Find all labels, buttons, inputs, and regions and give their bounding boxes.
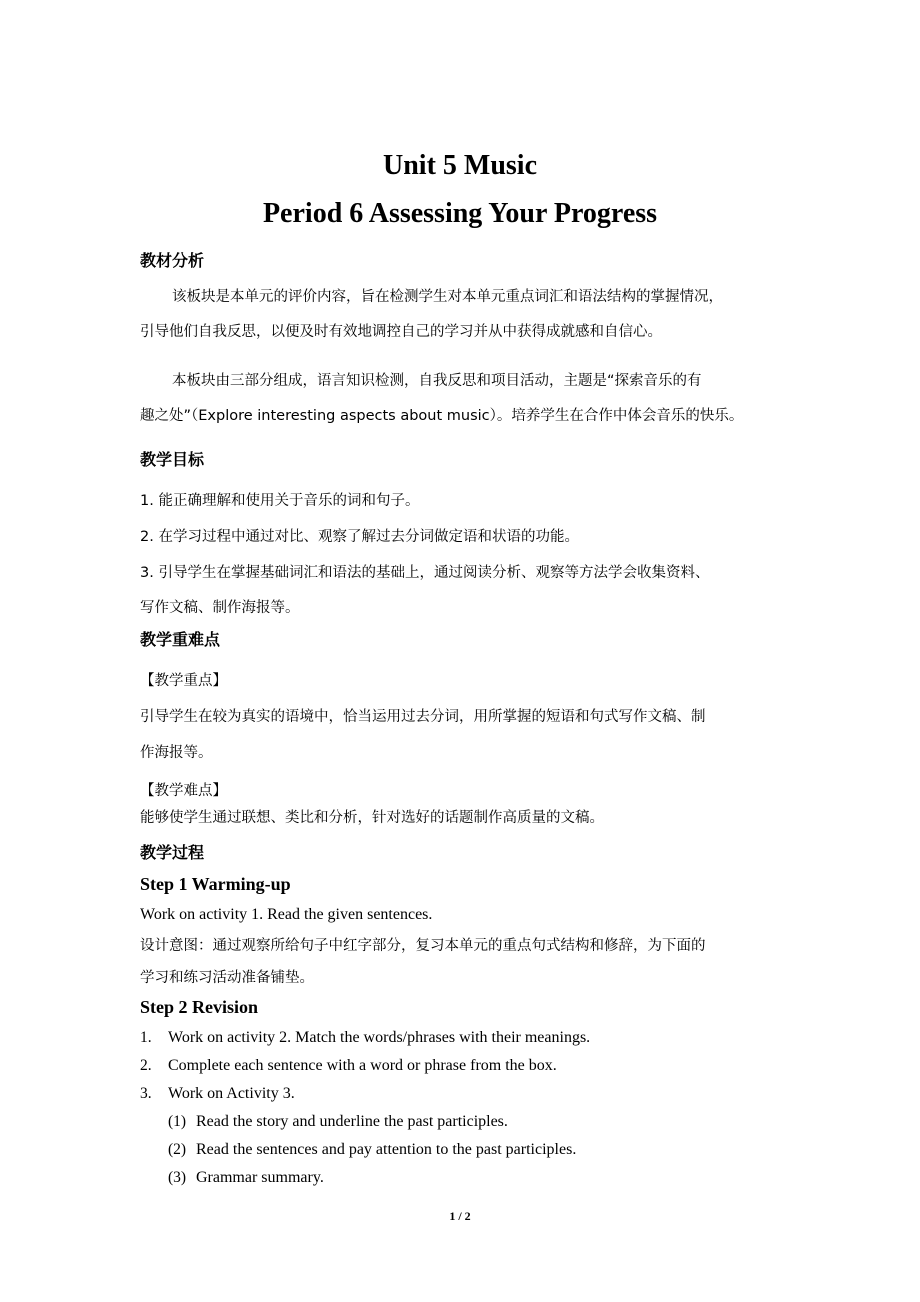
step2-item-text: Work on Activity 3. bbox=[168, 1085, 295, 1102]
analysis-heading: 教材分析 bbox=[140, 251, 205, 270]
step2-item-number: 2. bbox=[140, 1057, 152, 1074]
focus-line2: 作海报等。 bbox=[140, 745, 213, 761]
difficulty-label: 【教学难点】 bbox=[140, 783, 227, 799]
focus-label: 【教学重点】 bbox=[140, 673, 227, 689]
step2-item-text: Work on activity 2. Match the words/phrases with their meanings. bbox=[168, 1029, 591, 1046]
step2-subitem-text: Grammar summary. bbox=[196, 1169, 324, 1186]
page-number: 1 / 2 bbox=[449, 1209, 471, 1223]
step2-subitem-number: (2) bbox=[168, 1141, 187, 1158]
step2-item-number: 3. bbox=[140, 1085, 152, 1102]
step2-subitem-number: (3) bbox=[168, 1169, 187, 1186]
unit-title: Unit 5 Music bbox=[383, 150, 537, 181]
step2-subitem-number: (1) bbox=[168, 1113, 187, 1130]
step2-item-text: Complete each sentence with a word or phrase from the box. bbox=[168, 1057, 557, 1074]
step2-title: Step 2 Revision bbox=[140, 997, 259, 1017]
keypoints-heading: 教学重难点 bbox=[140, 630, 221, 649]
step2-subitem-text: Read the story and underline the past participles. bbox=[196, 1113, 508, 1130]
objective-item: 2. 在学习过程中通过对比、观察了解过去分词做定语和状语的功能。 bbox=[140, 529, 579, 545]
analysis-p1-line2: 引导他们自我反思，以便及时有效地调控自己的学习并从中获得成就感和自信心。 bbox=[140, 324, 662, 340]
step1-intent-line2: 学习和练习活动准备铺垫。 bbox=[140, 970, 314, 986]
objective-item: 1. 能正确理解和使用关于音乐的词和句子。 bbox=[140, 493, 420, 509]
analysis-p1-line1: 该板块是本单元的评价内容，旨在检测学生对本单元重点词汇和语法结构的掌握情况， bbox=[172, 289, 723, 305]
step1-intent-line1: 设计意图：通过观察所给句子中红字部分，复习本单元的重点句式结构和修辞，为下面的 bbox=[140, 938, 706, 954]
process-heading: 教学过程 bbox=[140, 843, 205, 862]
step1-title: Step 1 Warming-up bbox=[140, 874, 291, 894]
analysis-p2-line1: 本板块由三部分组成，语言知识检测，自我反思和项目活动，主题是“探索音乐的有 bbox=[172, 373, 702, 389]
objective-item: 3. 引导学生在掌握基础词汇和语法的基础上，通过阅读分析、观察等方法学会收集资料、 bbox=[140, 565, 710, 581]
focus-line1: 引导学生在较为真实的语境中，恰当运用过去分词，用所掌握的短语和句式写作文稿、制 bbox=[140, 709, 706, 725]
objective-item: 写作文稿、制作海报等。 bbox=[140, 600, 300, 616]
step2-subitem-text: Read the sentences and pay attention to the past participles. bbox=[196, 1141, 577, 1158]
difficulty-text: 能够使学生通过联想、类比和分析，针对选好的话题制作高质量的文稿。 bbox=[140, 810, 604, 826]
step2-item-number: 1. bbox=[140, 1029, 152, 1046]
step1-text: Work on activity 1. Read the given sentences. bbox=[140, 906, 433, 923]
analysis-p2-line2: 趣之处”（Explore interesting aspects about music）。培养学生在合作中体会音乐的快乐。 bbox=[140, 408, 744, 424]
period-title: Period 6 Assessing Your Progress bbox=[262, 198, 658, 229]
objectives-heading: 教学目标 bbox=[140, 450, 205, 469]
